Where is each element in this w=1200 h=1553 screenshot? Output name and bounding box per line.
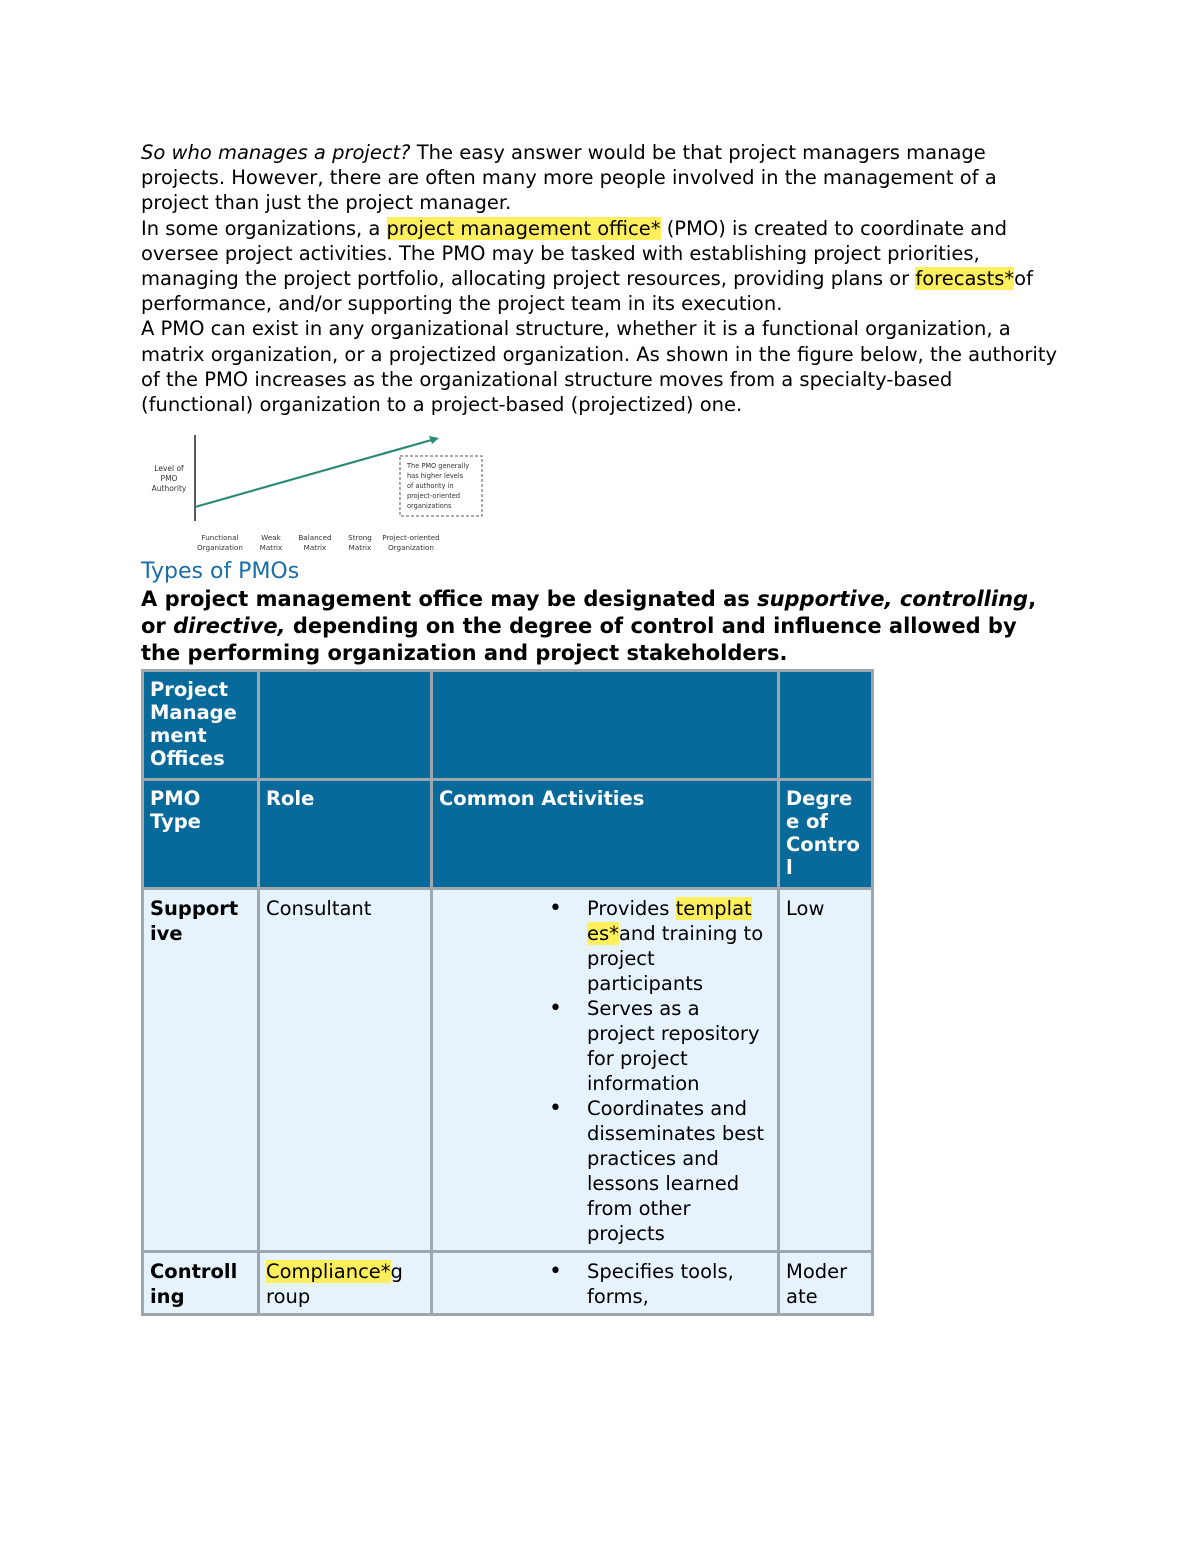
header-role: Role bbox=[259, 780, 432, 889]
document-page bbox=[141, 140, 1061, 1316]
row-controlling-degree bbox=[779, 1252, 873, 1315]
row-controlling-type bbox=[143, 1252, 259, 1315]
header-degree-a: Degre bbox=[786, 787, 853, 811]
header-pmo-type bbox=[143, 780, 259, 889]
header-common-activities: Common Activities bbox=[432, 780, 779, 889]
list-item bbox=[587, 896, 771, 996]
x-label-1a: Functional bbox=[201, 533, 239, 543]
x-label-2b: Matrix bbox=[259, 543, 283, 553]
act1-post: and training to project participants bbox=[587, 922, 764, 996]
intro-text: The easy answer would be that project managers manage projects. However, there are often many more people involved in the management of a project than just the project manager. bbox=[141, 141, 997, 215]
x-label-3b: Matrix bbox=[303, 543, 327, 553]
intro-italic-1: supportive, controlling bbox=[757, 587, 1029, 612]
glossary-term-pmo[interactable]: project management office* bbox=[386, 216, 661, 240]
table-header-row bbox=[143, 780, 873, 889]
note-line-4: project-oriented bbox=[407, 492, 461, 501]
note-line-2: has higher levels bbox=[407, 472, 464, 481]
authority-trend-line bbox=[195, 439, 435, 507]
glossary-term-templates[interactable]: templat bbox=[675, 897, 752, 921]
header-pmo-type-b: Type bbox=[150, 810, 201, 834]
intro-italic-2: directive, bbox=[173, 614, 286, 639]
pmo-types-table bbox=[141, 669, 874, 1316]
degree-b: ate bbox=[786, 1285, 818, 1309]
pmo-authority-diagram bbox=[145, 433, 495, 558]
title-line-3: ment bbox=[150, 724, 207, 748]
header-degree-c: Contro bbox=[786, 833, 860, 857]
table-row bbox=[143, 1252, 873, 1315]
glossary-term-templates-b[interactable]: es* bbox=[587, 922, 619, 946]
activities-list bbox=[439, 896, 771, 1246]
title-line-1: Project bbox=[150, 678, 229, 702]
x-label-5a: Project-oriented bbox=[382, 533, 440, 543]
pmo-text-b: (PMO) is created to coordinate and oversee project activities. The PMO may be tasked with establishing project priorities, managing the project portfolio, allocating project resources, providing plans or bbox=[141, 216, 1007, 291]
table-row bbox=[143, 889, 873, 1252]
row-supportive-degree: Low bbox=[779, 889, 873, 1252]
row-supportive-role: Consultant bbox=[259, 889, 432, 1252]
role-a: g bbox=[390, 1260, 403, 1284]
title-line-2: Manage bbox=[150, 701, 237, 725]
intro-b: , or bbox=[141, 587, 1037, 639]
row-supportive-activities bbox=[432, 889, 779, 1252]
section-intro bbox=[141, 586, 1061, 667]
note-line-3: of authority in bbox=[407, 482, 454, 491]
title-line-4: Offices bbox=[150, 747, 225, 771]
paragraph-intro bbox=[141, 140, 1061, 216]
header-pmo-type-a: PMO bbox=[150, 787, 201, 811]
note-line-1: The PMO generally bbox=[407, 462, 470, 471]
ylabel-line-2: PMO bbox=[160, 474, 178, 484]
ylabel-line-1: Level of bbox=[154, 464, 184, 474]
x-label-3a: Balanced bbox=[298, 533, 332, 543]
arrow-head-icon bbox=[429, 436, 439, 444]
degree-a: Moder bbox=[786, 1260, 848, 1284]
glossary-term-compliance[interactable]: Compliance* bbox=[266, 1260, 391, 1284]
list-item: • Serves as a project repository for project information bbox=[587, 996, 771, 1096]
header-degree-b: e of bbox=[786, 810, 828, 834]
intro-c: depending on the degree of control and influence allowed by the performing organization and project stakeholders. bbox=[141, 614, 1017, 666]
controlling-type-b: ing bbox=[150, 1285, 185, 1309]
controlling-type-a: Controll bbox=[150, 1260, 238, 1284]
x-label-4b: Matrix bbox=[348, 543, 372, 553]
title-empty-cell bbox=[432, 671, 779, 780]
header-degree bbox=[779, 780, 873, 889]
intro-a: A project management office may be designated as bbox=[141, 587, 758, 612]
x-label-5b: Organization bbox=[388, 543, 434, 553]
supportive-type-b: ive bbox=[150, 922, 183, 946]
list-item: • Coordinates and disseminates best practices and lessons learned from other projects bbox=[587, 1096, 771, 1246]
role-b: roup bbox=[266, 1285, 311, 1309]
x-label-1b: Organization bbox=[197, 543, 243, 553]
pmo-text-a: In some organizations, a bbox=[141, 216, 387, 240]
supportive-type-a: Support bbox=[150, 897, 239, 921]
pmo-authority-figure bbox=[145, 433, 495, 558]
x-label-4a: Strong bbox=[348, 533, 372, 543]
x-label-2a: Weak bbox=[261, 533, 281, 543]
paragraph-structure: A PMO can exist in any organizational structure, whether it is a functional organization, a matrix organization, or a projectized organization. As shown in the figure below, the authority of the PMO increases as the organizational structure moves from a specialty-based (functional) organization to a project-based (projectized) one. bbox=[141, 317, 1058, 417]
intro-question: So who manages a project? bbox=[141, 141, 411, 164]
list-item: • Specifies tools, forms, bbox=[587, 1259, 771, 1309]
act1-pre: Provides bbox=[587, 897, 676, 921]
row-supportive-type bbox=[143, 889, 259, 1252]
note-line-5: organizations bbox=[407, 502, 452, 511]
table-title-cell bbox=[143, 671, 259, 780]
title-empty-cell bbox=[779, 671, 873, 780]
row-controlling-activities bbox=[432, 1252, 779, 1315]
row-controlling-role bbox=[259, 1252, 432, 1315]
glossary-term-forecasts[interactable]: forecasts* bbox=[915, 267, 1015, 291]
section-heading: Types of PMOs bbox=[141, 559, 300, 585]
pmo-text-c: of performance, and/or supporting the project team in its execution. bbox=[141, 267, 1033, 316]
table-title-row bbox=[143, 671, 873, 780]
activities-list bbox=[439, 1259, 771, 1309]
header-degree-d: l bbox=[786, 856, 793, 880]
paragraph-pmo bbox=[141, 216, 1061, 317]
ylabel-line-3: Authority bbox=[151, 484, 187, 494]
title-empty-cell bbox=[259, 671, 432, 780]
